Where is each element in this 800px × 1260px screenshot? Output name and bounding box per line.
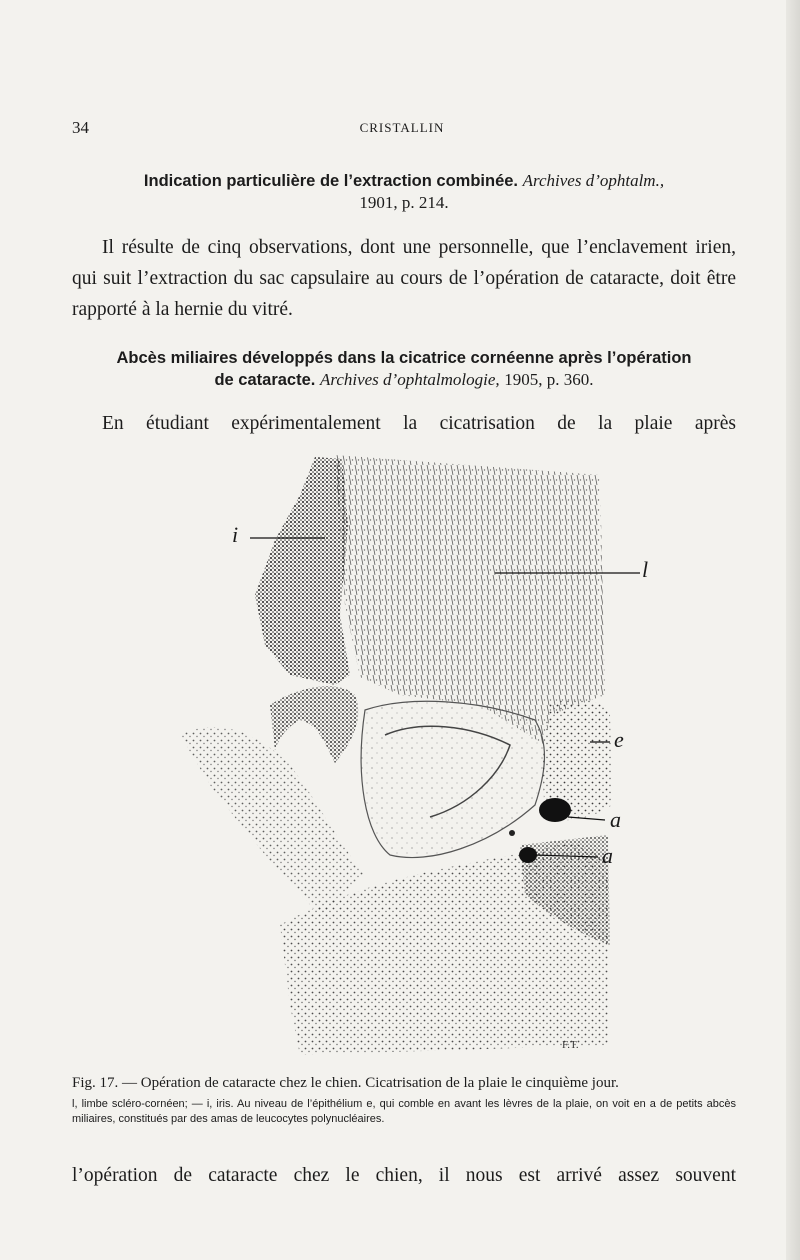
page-edge bbox=[786, 0, 800, 1260]
entry1-year-page: 1901, p. 214. bbox=[359, 193, 449, 212]
entry2-title-line1: Abcès miliaires développés dans la cicatrice cornéenne après l’opération bbox=[116, 349, 692, 367]
entry2-journal: Archives d’ophtalmologie, bbox=[319, 370, 500, 389]
label-i: i bbox=[232, 522, 239, 547]
label-a1: a bbox=[610, 807, 621, 832]
entry1-journal: Archives d’ophtalm., bbox=[522, 171, 665, 190]
entry2-paragraph-start: En étudiant expérimentalement la cicatrisation de la plaie après bbox=[102, 413, 736, 434]
entry2-title-line2: de cataracte. bbox=[214, 371, 316, 389]
caption-line1: Fig. 17. — Opération de cataracte chez le chien. Cicatrisation de la plaie le cinquième jour. bbox=[72, 1075, 619, 1091]
page-number: 34 bbox=[72, 118, 89, 137]
entry2-paragraph-continued: l’opération de cataracte chez le chien, il nous est arrivé assez souvent bbox=[72, 1165, 736, 1186]
entry2-title-block bbox=[72, 347, 736, 391]
artist-signature: F.T. bbox=[562, 1039, 579, 1051]
label-l: l bbox=[642, 557, 649, 582]
figure-17-illustration bbox=[150, 445, 650, 1063]
page-header bbox=[72, 118, 732, 142]
figure-caption bbox=[72, 1073, 736, 1126]
label-a2: a bbox=[602, 843, 613, 868]
abscess-2 bbox=[519, 847, 537, 863]
lens-capsule bbox=[361, 701, 544, 857]
entry1-title: Indication particulière de l’extraction combinée. bbox=[143, 172, 519, 190]
entry1-paragraph: Il résulte de cinq observations, dont une personnelle, que l’enclavement irien, qui suit l’extraction du sac capsulaire au cours de l’opération de cataracte, doit être rapporté à la hernie du vitré. bbox=[72, 237, 736, 320]
iris-curl bbox=[270, 686, 358, 763]
entry2-year-page: 1905, p. 360. bbox=[504, 370, 594, 389]
iris-band bbox=[255, 457, 350, 685]
abscess-1 bbox=[539, 798, 571, 822]
entry1-title-block bbox=[72, 170, 736, 214]
caption-rest: l, limbe scléro-cornéen; — i, iris. Au niveau de l’épithélium e, qui comble en avant les lèvres de la plaie, on voit en a de petits abcès miliaires, constitués par des amas de leucocytes polynucléaires. bbox=[72, 1098, 736, 1125]
label-e: e bbox=[614, 727, 624, 752]
running-head: CRISTALLIN bbox=[359, 120, 445, 135]
